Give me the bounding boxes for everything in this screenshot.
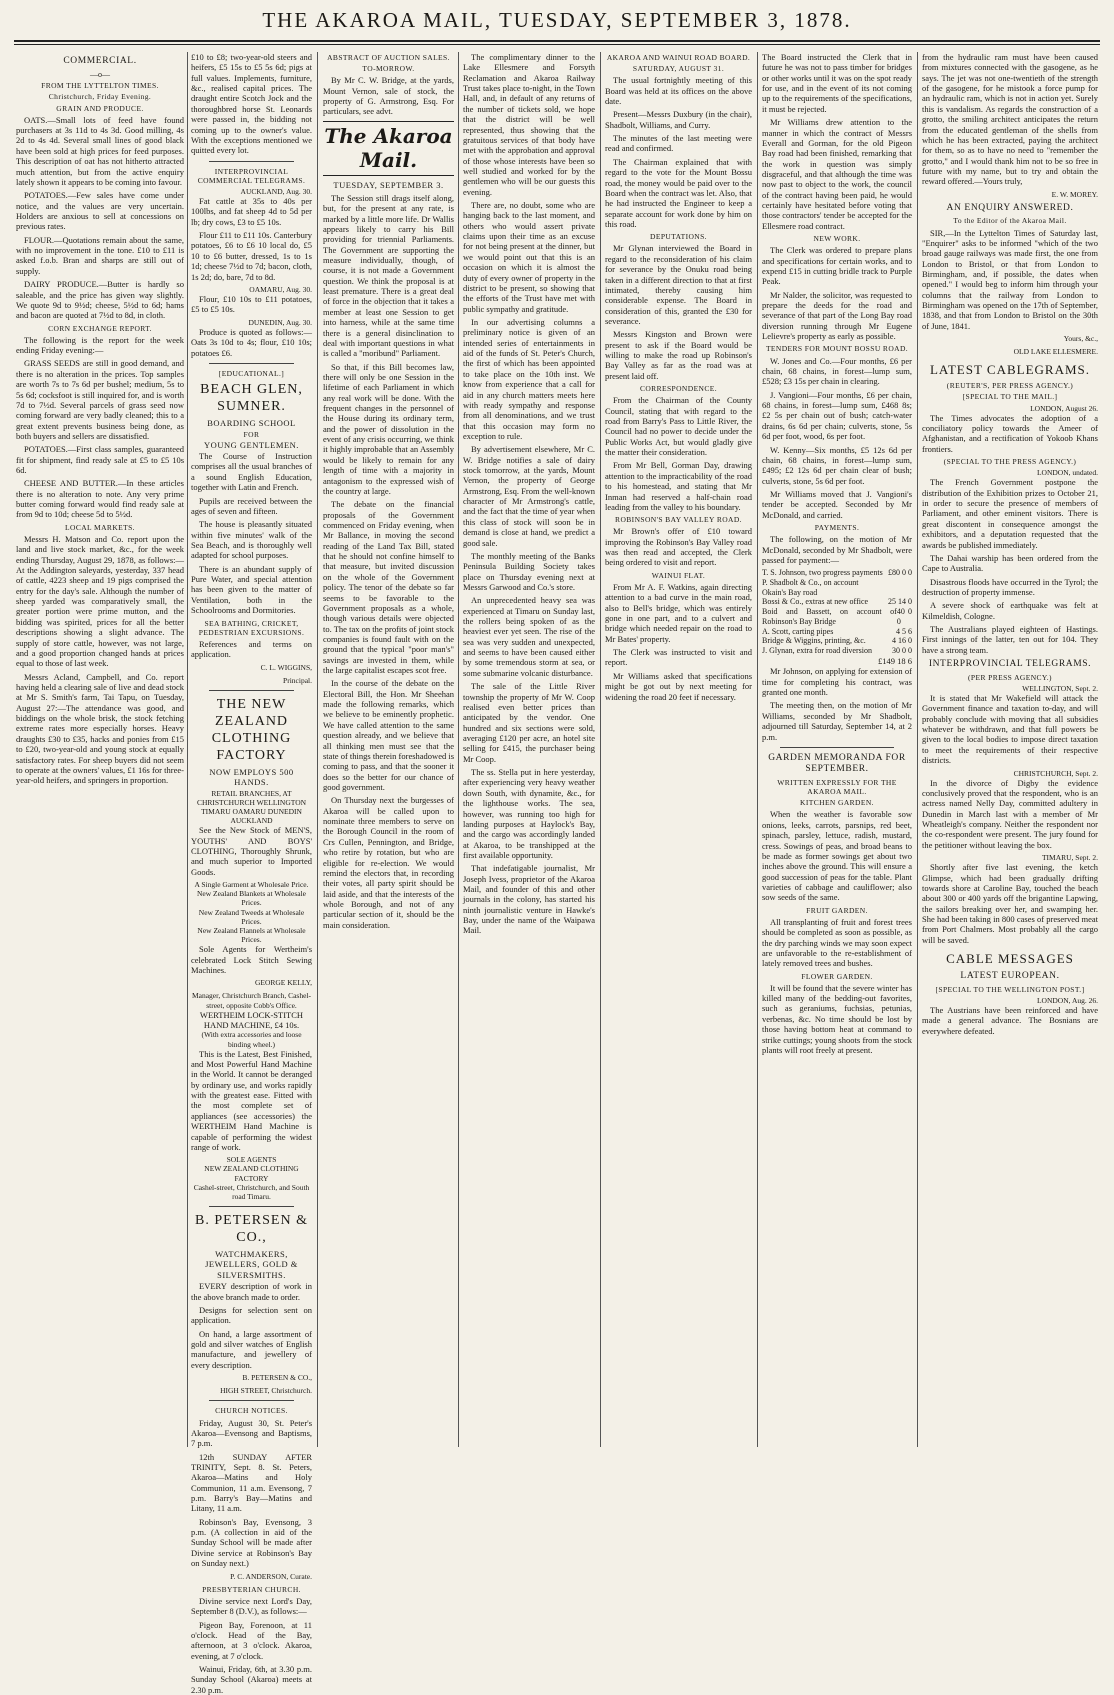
- sub-heading: CORRESPONDENCE.: [639, 384, 718, 394]
- paragraph: The Dahai warship has been ordered from the Cape to Australia.: [922, 552, 1098, 574]
- paragraph: The Austrians have been reinforced and have made a general advance. The Bosnians are everywhere defeated.: [922, 1004, 1098, 1036]
- paragraph: Mr Williams drew attention to the manner in which the contract of Messrs Everall and Gorman, for the old Pigeon Bay road had been finished, remarking that the work in question was simply disgraceful, and that although the time was now past to object to the work, the council of the contract having been paid, he would certainly have hesitated before voting that those contractors' tender be accepted for the Ellesmere road contract.: [762, 117, 912, 231]
- paragraph: So that, if this Bill becomes law, there will only be one Session in the lifetime of each Parliament in which any real work will be done. With the frequent changes in the personnel of the House during its ordinary term, and the power of dissolution in the event of any crisis occurring, we think it highly improbable that an Assembly would be likely to remain for any length of time with a majority in antagonism to the expressed wish of the country at large.: [323, 361, 454, 496]
- signature: OLD LAKE ELLESMERE.: [1013, 347, 1098, 357]
- paragraph: The house is pleasantly situated within five minutes' walk of the Sea Beach, and is thoroughly well adapted for school purposes.: [191, 519, 312, 561]
- ad-line: Cashel-street, Christchurch, and South road Timaru.: [193, 1182, 310, 1201]
- payments-list: [762, 568, 912, 656]
- divider: [209, 1400, 294, 1401]
- payment-row: [762, 597, 912, 607]
- column-road-board: [605, 52, 752, 1447]
- paragraph: Pupils are received between the ages of seven and fifteen.: [191, 495, 312, 516]
- column-divider: [317, 52, 318, 1447]
- paragraph: GRASS SEEDS are still in good demand, and there is no alteration in the prices. Top samples are worth 7s to 7s 6d per bushel; medium, 5s to 5s 6d; cocksfoot is still inquired for, and is worth 7d to 7½d. Several parcels of grass seed now coming forward are very badly cleaned; this to a great extent prevents business being done, as both buyers and sellers are dissatisfied.: [16, 358, 184, 441]
- ad-line: (With extra accessories and loose binding wheel.): [201, 1030, 302, 1049]
- ad-title: THE NEW ZEALAND CLOTHING FACTORY: [211, 696, 292, 764]
- column-advertisements: [191, 52, 312, 1695]
- sub-heading: INTERPROVINCIAL COMMERCIAL TELEGRAMS.: [197, 166, 306, 185]
- divider: [209, 161, 294, 162]
- paragraph: Disastrous floods have occurred in the Tyrol; the destruction of property immense.: [922, 576, 1098, 597]
- section-heading: GARDEN MEMORANDA FOR SEPTEMBER.: [768, 752, 906, 775]
- signature-address: HIGH STREET, Christchurch.: [220, 1386, 312, 1396]
- ad-subtitle: WATCHMAKERS, JEWELLERS, GOLD & SILVERSMITHS.: [205, 1249, 298, 1280]
- ad-title: BEACH GLEN, SUMNER.: [200, 382, 303, 415]
- ad-line: SEA BATHING, CRICKET, PEDESTRIAN EXCURSIONS.: [198, 618, 305, 637]
- paragraph: The sale of the Little River township the property of Mr W. Coop realised even better prices than anticipated by the vendor. One hundred and six sections were sold, averaging £120 per acre, an hotel site selling for £415, the purchaser being Mr Coop.: [463, 681, 595, 764]
- paragraph: EVERY description of work in the above branch made to order.: [191, 1281, 312, 1302]
- sub-heading: NEW WORK.: [813, 234, 861, 244]
- signature: Yours, &c.,: [1063, 334, 1098, 344]
- paragraph: From Mr A. F. Watkins, again directing attention to a bad curve in the main road, also to Bell's bridge, which was entirely gone in one part, and to a culvert and bridge which needed repair on the road to Mr Bates' property.: [605, 581, 752, 644]
- paragraph: Flour £11 to £11 10s. Canterbury potatoes, £6 to £6 10 local do, £5 10 to £6 butter, dressed, 1s to 1s 1d; cheese 7½d to 7d; bacon, cloth, 1s 2d; do, bare, 7d to 8d.: [191, 230, 312, 282]
- editorial-date: TUESDAY, SEPTEMBER 3.: [333, 179, 444, 190]
- payments-total: £149 18 6: [878, 655, 912, 666]
- column-divider: [917, 52, 918, 1447]
- paragraph: FLOUR.—Quotations remain about the same, with no improvement in the tone. £10 to £11 is asked f.o.b. Bran and sharps are still out of supply.: [16, 234, 184, 276]
- sub-heading: TO-MORROW.: [362, 64, 415, 74]
- paragraph: 12th SUNDAY AFTER TRINITY, Sept. 8. St. Peters, Akaroa—Matins and Holy Communion, 11 a.m. Evensong, 7 p.m. Barry's Bay—Matins and Litany, 11 a.m.: [191, 1451, 312, 1514]
- sub-heading: (PER PRESS AGENCY.): [968, 672, 1052, 682]
- payment-row: [762, 588, 912, 598]
- divider: [209, 1206, 294, 1207]
- sub-heading: ROBINSON'S BAY VALLEY ROAD.: [615, 515, 742, 525]
- paragraph: That indefatigable journalist, Mr Joseph Ivess, proprietor of the Akaroa Mail, and founder of this and other journals in the colony, has started his ninth journalistic venture in Hawke's Bay, under the name of the Waipawa Mail.: [463, 863, 595, 936]
- paragraph: The following, on the motion of Mr McDonald, seconded by Mr Shadbolt, were passed for payment:—: [762, 534, 912, 565]
- payment-payee: Okain's Bay road: [762, 587, 818, 597]
- paragraph: W. Kenny—Six months, £5 12s 6d per chain, 68 chains, in forest—lump sum, £495; £2 12s 6d per chain clear of bush; culverts, stone, 5s 6d per foot.: [762, 444, 912, 486]
- signature: E. W. MOREY.: [1051, 189, 1098, 199]
- paragraph: The Clerk was instructed to visit and report.: [605, 647, 752, 668]
- payment-payee: T. S. Johnson, two progress payments: [762, 568, 883, 578]
- paragraph: There are, no doubt, some who are hanging back to the last moment, and others who would assert private claims upon their time as an excuse for not being present at the dinner, but we would point out that this is an occasion on which it is almost the duty of every owner of property in the district to be present, so showing that the efforts of the Trust have met with public sympathy and gratitude.: [463, 200, 595, 314]
- payment-payee: Bossi & Co., extras at new office: [762, 597, 869, 607]
- paragraph: In the course of the debate on the Electoral Bill, the Hon. Mr Sheehan made the following remarks, which we believe to be eminently prophetic. We have called attention to the same question already, and we believe that all thinking men must see that the state of things therein foreshadowed is coming to pass, and that the sooner it does so the better for our chance of good government.: [323, 678, 455, 792]
- paragraph: Designs for selection sent on application.: [191, 1304, 312, 1326]
- sub-heading: TENDERS FOR MOUNT BOSSU ROAD.: [765, 344, 909, 354]
- payment-row: [762, 627, 912, 637]
- payment-amount: 4 5 6: [896, 626, 912, 636]
- ad-line: New Zealand Tweeds at Wholesale Prices.: [198, 907, 305, 926]
- paragraph: From the Chairman of the County Council, stating that with regard to the road from Barry's Pass to Little River, the Council had no power to decide under the Public Works Act, but would gladly give the matter their consideration.: [605, 395, 752, 458]
- ad-line: RETAIL BRANCHES, AT CHRISTCHURCH WELLINGTON TIMARU OAMARU DUNEDIN AUCKLAND: [196, 788, 307, 826]
- paragraph: Mr Nalder, the solicitor, was requested to prepare the deeds for the road and severance of that part of the Long Bay road diversion running through Mr Eugene Lelievre's property as early as possible.: [762, 289, 912, 342]
- sub-heading: FLOWER GARDEN.: [801, 971, 873, 981]
- payment-row: [762, 578, 912, 588]
- ad-line: New Zealand Blankets at Wholesale Prices.: [197, 889, 306, 908]
- sub-heading: (REUTER'S, PER PRESS AGENCY.): [946, 381, 1074, 391]
- paper-nameplate: The Akaroa Mail.: [323, 121, 454, 176]
- sub-heading: ABSTRACT OF AUCTION SALES.: [327, 53, 450, 62]
- paragraph: The usual fortnightly meeting of this Board was held at its offices on the above date.: [605, 75, 752, 106]
- paragraph: The Times advocates the adoption of a conciliatory policy towards the Ameer of Afghanistan, and a rectification of Yokoob Khans frontiers.: [922, 412, 1098, 454]
- paragraph: Divine service next Lord's Day, September 8 (D.V.), as follows:—: [191, 1595, 312, 1617]
- paragraph: CHEESE AND BUTTER.—In these articles there is no alteration to note. Any very prime butter coming forward would find ready sale at from 9d to 10d; cheese 5d to 5½d.: [16, 478, 184, 520]
- payment-payee: P. Shadbolt & Co., on account: [762, 577, 859, 587]
- paragraph: The Course of Instruction comprises all the usual branches of a sound English Education, together with Latin and French.: [191, 451, 312, 493]
- divider: [209, 363, 294, 364]
- paragraph: The complimentary dinner to the Lake Ellesmere and Forsyth Reclamation and Akaroa Railway Trust takes place to-night, in the Town Hall, and, in default of any returns of the number of tickets sold, we hope that the district will be well represented, thus showing that the gratuitous services of that body have met with the approbation and approval of those whose interests have been so well studied and worked for by the gentlemen who will be our guests this evening.: [463, 52, 595, 197]
- column-divider: [757, 52, 758, 1447]
- sub-heading: WRITTEN EXPRESSLY FOR THE AKAROA MAIL.: [777, 778, 897, 797]
- ad-subtitle: BOARDING SCHOOL: [207, 418, 296, 429]
- masthead-rule: [14, 40, 1100, 42]
- sub-heading: AKAROA AND WAINUI ROAD BOARD.: [606, 53, 751, 62]
- payment-amount: 25 14 0: [888, 597, 912, 607]
- column-divider: [600, 52, 601, 1447]
- signature: GEORGE KELLY,: [254, 978, 312, 988]
- sub-heading: CORN EXCHANGE REPORT.: [48, 323, 152, 333]
- source-line: FROM THE LYTTELTON TIMES.: [41, 81, 159, 91]
- paragraph: £10 to £8; two-year-old steers and heifers, £5 15s to £5 5s 6d; pigs at full values. Implements, furniture, &c., realised capital prices. The draught entire Scotch Jock and the thoroughbred horse St. Leonards were passed in, the bidding not coming up to the owner's value. With the exceptions mentioned we quitted every lot.: [191, 52, 312, 156]
- ad-line: Manager, Christchurch Branch, Cashel-street, opposite Cobb's Office.: [191, 991, 312, 1010]
- dateline: Christchurch, Friday Evening.: [48, 92, 152, 102]
- payment-row: [762, 636, 912, 646]
- ad-line: SOLE AGENTS: [226, 1155, 277, 1165]
- signature: C. L. WIGGINS,: [260, 662, 312, 672]
- paragraph: SIR,—In the Lyttelton Times of Saturday last, "Enquirer" asks to be informed "which of the two broad gauge railways was made first, the one from London to Bristol, or that from London to Birmingham, and, if possible, the dates when opened." I would beg to inform him through your columns that the railway from London to Birmingham was opened on the 17th of September, 1838, and that from London to Bristol on the 30th of June, 1841.: [922, 227, 1098, 331]
- paragraph: By advertisement elsewhere, Mr C. W. Bridge notifies a sale of dairy stock tomorrow, at the yards, Mount Vernon, the property of George Armstrong, Esq. From the well-known character of Mr Armstrong's cattle, and the fact that the time of year when this class of stock will soon be in demand is close at hand, we predict a good sale.: [463, 444, 595, 548]
- paragraph: In our advertising columns a preliminary notice is given of an intended series of entertainments in aid of the funds of St. Peter's Church, the first of which has been appointed to take place on the 10th inst. We know from experience that a call for aid in any church matters meets here with ready sympathy and response from all denominations, and we trust that this occasion may form no exception to rule.: [463, 316, 595, 441]
- paragraph: The Australians played eighteen of Hastings. First innings of the latter, ten out for 104. They have a strong team.: [922, 624, 1098, 655]
- paragraph: The Board instructed the Clerk that in future he was not to pass timber for bridges or other works until it was on the spot ready for use, and in the event of its not coming up to the requirements of the specifications, it must be rejected.: [762, 52, 912, 114]
- paragraph: The monthly meeting of the Banks Peninsula Building Society takes place on Thursday evening next at Messrs Garwood and Co.'s store.: [463, 550, 595, 592]
- paragraph: Present—Messrs Duxbury (in the chair), Shadbolt, Williams, and Curry.: [605, 109, 752, 130]
- dateline: WELLINGTON, Sept. 2.: [1022, 683, 1098, 693]
- dateline: SATURDAY, AUGUST 31.: [632, 64, 725, 74]
- payment-payee: J. Glynan, extra for road diversion: [762, 646, 872, 656]
- paragraph: References and terms on application.: [191, 638, 312, 660]
- ad-line: NEW ZEALAND CLOTHING FACTORY: [204, 1164, 299, 1183]
- ad-subtitle: YOUNG GENTLEMEN.: [204, 439, 299, 450]
- sub-heading: FRUIT GARDEN.: [806, 905, 868, 915]
- paragraph: Mr Williams asked that specifications might be got out by next meeting for widening the road 20 feet if necessary.: [605, 670, 752, 702]
- payment-row: [762, 607, 912, 627]
- masthead: THE AKAROA MAIL, TUESDAY, SEPTEMBER 3, 1878.: [262, 8, 852, 32]
- column-divider: [187, 52, 188, 1447]
- dateline: LONDON, Aug. 26.: [1036, 995, 1098, 1005]
- paragraph: The Clerk was ordered to prepare plans and specifications for certain works, and to expend £15 in cutting bridle track to Purple Peak.: [762, 245, 912, 287]
- section-heading: COMMERCIAL.: [63, 56, 137, 66]
- column-editorial: [323, 52, 454, 1447]
- paragraph: Messrs Kingston and Brown were present to ask if the Board would be willing to make the road up Robinson's Bay Valley as far as the road was at present laid off.: [605, 329, 752, 381]
- dateline: LONDON, August 26.: [1030, 403, 1098, 413]
- dateline: TIMARU, Sept. 2.: [1041, 853, 1098, 863]
- dateline: OAMARU, Aug. 30.: [249, 284, 312, 294]
- sub-heading: LOCAL MARKETS.: [65, 522, 135, 532]
- payment-amount: £80 0 0: [888, 568, 912, 578]
- paragraph: POTATOES.—First class samples, guaranteed fit for shipment, find ready sale at £5 to £5 10s 6d.: [16, 444, 184, 476]
- ad-line: WERTHEIM LOCK-STITCH HAND MACHINE, £4 10s.: [199, 1009, 304, 1031]
- sub-heading: [SPECIAL TO THE MAIL.]: [962, 392, 1058, 402]
- paragraph: On hand, a large assortment of gold and silver watches of English manufacture, and jewellery of every description.: [191, 1328, 312, 1370]
- paragraph: All transplanting of fruit and forest trees should be completed as soon as possible, as the dry parching winds we may soon expect are unfavorable to the re-establishment of lately removed trees and bushes.: [762, 916, 912, 969]
- ad-subtitle: NOW EMPLOYS 500 HANDS.: [209, 767, 294, 788]
- paragraph: The Chairman explained that with regard to the vote for the Mount Bossu road, the money would be paid over to the Board when the contract was let. Also, that he had instructed the Engineer to keep a separate account for work done by him on this road.: [605, 156, 752, 229]
- paragraph: Wainui, Friday, 6th, at 3.30 p.m. Sunday School (Akaroa) meets at 2.30 p.m.: [191, 1663, 312, 1695]
- column-local-news: [463, 52, 595, 1447]
- paragraph: Messrs Acland, Campbell, and Co. report having held a clearing sale of live and dead stock at Mr S. Smith's farm, Tai Tapu, on Tuesday, August 27:—The attendance was good, and biddings on the whole brisk, the stock fetching extreme rates more especially horses. Heavy draughts £30 to £35, hacks and ponies from £15 to £20, two-year-old and young stock at equally satisfactory rates. For sheep buyers did not seem to operate at the owners' values, £1 16s for three-year-old heifers, and springers in proportion.: [16, 671, 184, 786]
- paragraph: OATS.—Small lots of feed have found purchasers at 3s 11d to 4s 3d. Good milling, 4s 2d to 4s 4d. Several small lines of good black have been sold at high prices for feed purposes. This description of oat has not hitherto attracted much attention, but from the active enquiry lately shown it appears to be coming into favour.: [16, 114, 184, 187]
- section-heading: CABLE MESSAGES: [946, 951, 1074, 967]
- payment-payee: Boid and Bassett, on account of Robinson's Bay Bridge: [762, 607, 897, 626]
- paragraph: This is the Latest, Best Finished, and Most Powerful Hand Machine in the World. It cannot be deranged by ordinary use, and works rapidly with the greatest ease. Fitted with the most complete set of appliances (see accessories) the WERTHEIM Hand Machine is capable of performing the widest range of work.: [191, 1048, 312, 1152]
- section-heading: LATEST EUROPEAN.: [960, 971, 1060, 982]
- sub-heading: KITCHEN GARDEN.: [800, 798, 874, 808]
- paragraph: The ss. Stella put in here yesterday, after experiencing very heavy weather down South, with dynamite, &c., for the lighthouse works. The sea, however, was running too high for landing purposes at Haylock's Bay, and the cargo was accordingly landed at Akaroa, to be transhipped at the first available opportunity.: [463, 767, 595, 860]
- paragraph: Sole Agents for Wertheim's celebrated Lock Stitch Sewing Machines.: [191, 944, 312, 975]
- payment-amount: 4 16 0: [892, 636, 912, 646]
- payment-amount: 40 0 0: [896, 607, 912, 626]
- column-divider: [458, 52, 459, 1447]
- sub-heading: PAYMENTS.: [814, 523, 860, 533]
- paragraph: DAIRY PRODUCE.—Butter is hardly so saleable, and the price has given way slightly. We quote 9d to 9½d; cheese, 5½d to 6d; hams and bacon are quoted at 7½d to 8d, in cloth.: [16, 279, 184, 321]
- paragraph: By Mr C. W. Bridge, at the yards, Mount Vernon, sale of stock, the property of G. Armstrong, Esq. For particulars, see advt.: [323, 75, 454, 117]
- paragraph: The debate on the financial proposals of the Government commenced on Friday evening, when Mr Ballance, in moving the second reading of the Land Tax Bill, stated that he should not confine himself to that measure, but invited discussion on the whole of the Government policy. The tenor of the debate so far seems to be favorable to the Government proposals as a whole, though various details were objected to. The tax on the profits of joint stock companies is found fault with on the ground that the typical "poor man's" savings are invested in them, while the large capitalist escapes scot free.: [323, 499, 454, 676]
- paragraph: J. Vangioni—Four months, £6 per chain, 68 chains, in forest—lump sum, £468 8s; £2 5s per chain out of bush; catch-water drains, 6s 6d per chain; culverts, stone, 5s 6d per foot, wood, 6s per foot.: [762, 389, 912, 442]
- sub-heading: GRAIN AND PRODUCE.: [56, 103, 144, 113]
- paragraph: Mr Brown's offer of £10 toward improving the Robinson's Bay Valley road was then read and accepted, the Clerk being ordered to visit and report.: [605, 526, 752, 568]
- payment-amount: 30 0 0: [892, 646, 912, 656]
- signature: B. PETERSEN & CO.,: [242, 1373, 312, 1383]
- paragraph: When the weather is favorable sow onions, leeks, carrots, parsnips, red beet, spinach, parsley, lettuce, radish, mustard, cress. Sowings of peas, and broad beans to be made as former sowings get about two inches above the ground. This will ensure a good succession of peas for the table. Plant varieties of cabbage and cauliflower; also sow seeds of the same.: [762, 809, 912, 903]
- paragraph: The Session still drags itself along, but, for the present at any rate, is marked by a little more life. Dr Wallis appears likely to carry his Bill providing for triennial Parliaments. The Government are supporting the measure individually, though, of course, it is not made a Government question. We think the proposal is at least premature. There is a great deal of force in the objection that it takes a member at least one Session to get into harness, while at the same time there is a general disinclination to deal with important questions in what is called a "moribund" Parliament.: [323, 192, 454, 359]
- paragraph: Mr Johnson, on applying for extension of time for completing his contract, was granted one month.: [762, 666, 912, 698]
- paragraph: In the divorce of Digby the evidence conclusively proved that the respondent, who is an actress named Nelly Day, committed adultery in Dunedin in March last with a member of Mr Wheatleigh's company. Neither the respondent nor the co-respondent were present. The jury found for the petitioner without leaving the box.: [922, 777, 1098, 850]
- payment-row: [762, 568, 912, 578]
- payment-row: [762, 646, 912, 656]
- ad-line: A Single Garment at Wholesale Price.: [194, 880, 309, 890]
- sub-heading: [SPECIAL TO THE WELLINGTON POST.]: [935, 984, 1085, 994]
- signature-title: Principal.: [283, 675, 312, 685]
- paragraph: It will be found that the severe winter has killed many of the bedding-out favorites, such as geraniums, fuchsias, petunias, verbenas, &c. No time should be lost by those having bottom heat at command to strike cuttings; young shoots from the stock plants will root freely at present.: [762, 982, 912, 1055]
- paragraph: A severe shock of earthquake was felt at Kilmeldish, Cologne.: [922, 600, 1098, 621]
- section-heading: LATEST CABLEGRAMS.: [929, 362, 1091, 378]
- paragraph: On Thursday next the burgesses of Akaroa will be called upon to nominate three members to serve on the Borough Council in the room of Crs Cullen, Pennington, and Bridge, who retire by rotation, but who are eligible for re-election. We would remind the electors that, in recording their votes, all party spirit should be laid aside, and that the interests of the whole Borough, and not of any particular section of it, should be the main consideration.: [323, 795, 454, 930]
- ornament: —o—: [90, 69, 110, 79]
- column-commercial: [16, 52, 184, 1447]
- paragraph: There is an abundant supply of Pure Water, and special attention has been given to the matter of Ventilation, both in the Schoolrooms and Dormitories.: [191, 563, 312, 616]
- paragraph: Mr Glynan interviewed the Board in regard to the reconsideration of his claim for severance by the Onuku road being taken in a different direction to that at first intimated, thereby causing him considerable expense. The Board in consideration of this, granted the £30 for severance.: [605, 243, 752, 326]
- divider: [780, 747, 894, 748]
- paragraph: The meeting then, on the motion of Mr Williams, seconded by Mr Shadbolt, adjourned till Saturday, September 14, at 2 p.m.: [762, 700, 912, 742]
- ad-line: New Zealand Flannels at Wholesale Prices.: [197, 925, 306, 945]
- paragraph: It is stated that Mr Wakefield will attack the Government finance and taxation to-day, and will probably conclude with moving that all subsidies whatever be withdrawn, and that full powers be given to the local bodies to impose direct taxation to meet the requirements of their respective districts.: [922, 693, 1098, 766]
- sub-heading: DEPUTATIONS.: [650, 232, 707, 242]
- section-heading: AN ENQUIRY ANSWERED.: [946, 202, 1074, 213]
- divider: [209, 690, 294, 691]
- paragraph: Friday, August 30, St. Peter's Akaroa—Evensong and Baptisms, 7 p.m.: [191, 1417, 312, 1449]
- paragraph: Produce is quoted as follows:—Oats 3s 10d to 4s; flour, £10 10s; potatoes £6.: [191, 326, 312, 358]
- sub-heading: WAINUI FLAT.: [651, 570, 706, 580]
- payment-payee: A. Scott, carting pipes: [762, 626, 834, 636]
- paragraph: Flour, £10 10s to £11 potatoes, £5 to £5 10s.: [191, 294, 312, 315]
- paragraph: Pigeon Bay, Forenoon, at 11 o'clock. Head of the Bay, afternoon, at 3 o'clock. Akaroa, evening, at 7 o'clock.: [191, 1619, 312, 1661]
- paragraph: from the hydraulic ram must have been caused from mixtures connected with the gasogene, as he says. The jet was not one-twentieth of the strength of the gasogene, for he mistook a force pump for an hydraulic ram, which is not in action yet. Surely this is vandalism. As regards the construction of a grotto, the smiling architect anticipates the return from the educated gentleman of the shells from which he has been extracted, paying the architect for them, so as to have no need to "remember the grotto," and I would thank him not to be so free in future with my name, but to try and obtain the reward offered.—Yours truly,: [922, 52, 1098, 187]
- sub-heading: CHURCH NOTICES.: [215, 1406, 288, 1416]
- paragraph: Mr Williams moved that J. Vangioni's tender be accepted. Seconded by Mr McDonald, and carried.: [762, 488, 912, 520]
- payment-payee: Bridge & Wiggins, printing, &c.: [762, 636, 866, 646]
- ad-label: [EDUCATIONAL.]: [218, 368, 285, 378]
- paragraph: The French Government postpone the distribution of the Exhibition prizes to October 21, in order to secure the presence of members of Parliament, and other eminent visitors. There is great discontent in consequence amongst the exhibitors, and a deputation requested that the awards be published immediately.: [922, 477, 1098, 550]
- dateline: CHRISTCHURCH, Sept. 2.: [1013, 768, 1098, 778]
- sub-heading: PRESBYTERIAN CHURCH.: [202, 1584, 301, 1594]
- paragraph: Shortly after five last evening, the ketch Glimpse, which had been gradually drifting towards shore at Caroline Bay, touched the beach about 300 or 400 yards off the brigantine Lapwing, the sailors breaking over her, and swamping her. She had been taking in 800 cases of preserved meat from Port Chalmers. Most probably all the cargo will be saved.: [922, 862, 1098, 945]
- dateline: DUNEDIN, Aug. 30.: [248, 317, 312, 327]
- dateline: LONDON, undated.: [1036, 468, 1098, 478]
- paragraph: Robinson's Bay, Evensong, 3 p.m. (A collection in aid of the Sunday School will be made after Divine service at Robinson's Bay on Sunday next.): [191, 1516, 312, 1569]
- paragraph: From Mr Bell, Gorman Day, drawing attention to the impracticability of the road to his homestead, and stating that Mr Inman had reserved a half-chain road leading from the valley to his boundary.: [605, 460, 752, 512]
- ad-subtitle: FOR: [243, 429, 260, 439]
- dateline: AUCKLAND, Aug. 30.: [240, 186, 312, 196]
- column-board-continued: [762, 52, 912, 1447]
- masthead-rule-thin: [14, 44, 1100, 45]
- paragraph: An unprecedented heavy sea was experienced at Timaru on Sunday last, the rollers being spoken of as the heaviest ever yet seen. The rise of the sea was very sudden and unexpected, and seems to have been caused either by some tremendous storm at sea, or some submarine volcanic disturbance.: [463, 595, 595, 678]
- paragraph: POTATOES.—Few sales have come under notice, and the values are very uncertain. Holders are anxious to sell at concessions on previous rates.: [16, 190, 184, 232]
- column-telegrams: [922, 52, 1098, 1447]
- ad-title: B. PETERSEN & CO.,: [195, 1212, 308, 1246]
- sub-heading: (SPECIAL TO THE PRESS AGENCY.): [943, 457, 1077, 467]
- paragraph: See the New Stock of MEN'S, YOUTHS' AND BOYS' CLOTHING, Thoroughly Shrunk, and much superior to Imported Goods.: [191, 825, 312, 877]
- paragraph: W. Jones and Co.—Four months, £6 per chain, 68 chains, in forest—lump sum, £528; £3 15s per chain in clearing.: [762, 355, 912, 387]
- paragraph: The following is the report for the week ending Friday evening:—: [16, 334, 184, 356]
- section-heading: INTERPROVINCIAL TELEGRAMS.: [928, 659, 1092, 670]
- signature: P. C. ANDERSON, Curate.: [230, 1571, 312, 1581]
- sub-heading: To the Editor of the Akaroa Mail.: [953, 216, 1067, 226]
- paragraph: Messrs H. Matson and Co. report upon the land and live stock market, &c., for the week ending Thursday, August 29, 1878, as follows:—At the Addington saleyards, yesterday, 337 head of cattle, 4223 sheep and 19 pigs comprised the entry for the day's sale. Although the number of sheep yarded was comparatively small, the greater portion were prime mutton, and the bidding was spirited, prices for all the better descriptions showing a slight advance. The supply of store cattle, however, was not large, and a good proportion changed hands at prices equal to those of last week.: [16, 533, 184, 669]
- paragraph: The minutes of the last meeting were read and confirmed.: [605, 133, 752, 154]
- paragraph: Fat cattle at 35s to 40s per 100lbs, and fat sheep 4d to 5d per lb; dry cows, £3 to £5 10s.: [191, 196, 312, 227]
